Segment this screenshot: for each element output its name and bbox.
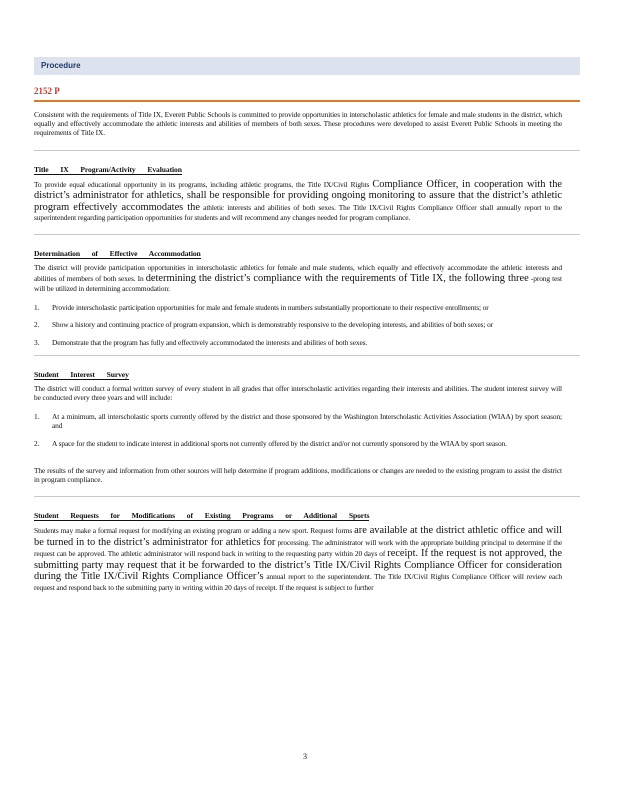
paragraph-text: The district will provide participation opportunities in interscholastic athletics for female and male students, which equally and effectively accommodate the athletic interests and abilities of members of both sexes. In xyxy=(34,263,562,283)
section-heading: Determination of Effective Accommodation xyxy=(34,249,201,259)
paragraph xyxy=(34,179,562,223)
header-rule xyxy=(34,100,580,102)
paragraph-text: athletic interests and abilities of both sexes. The Title IX/Civil Rights Compliance Officer shall annually report to the superintendent regarding participation opportunities for students and will recommend any changes needed for program compliance. xyxy=(34,202,562,223)
section-label-bar: Procedure xyxy=(34,57,580,75)
section-heading: Student Requests for Modifications of Existing Programs or Additional Sports xyxy=(34,511,370,521)
document-body xyxy=(34,110,562,592)
list-number: 2. xyxy=(34,320,40,330)
section-accommodation xyxy=(34,243,562,347)
list-text: Demonstrate that the program has fully and effectively accommodated the interests and abilities of both sexes. xyxy=(52,337,368,347)
paragraph-text: Students may make a formal request for modifying an existing program or adding a new sport. Request forms xyxy=(34,526,353,536)
paragraph-text: Compliance Officer, in cooperation with the district’s administrator for athletics, shall be responsible for providing ongoing monitoring to assure that the district’s athletic program effectively accommodates the xyxy=(34,178,562,213)
list-text: Show a history and continuing practice of program expansion, which is demonstrably responsive to the developing interests, and abilities of both sexes; or xyxy=(52,320,494,330)
section-survey xyxy=(34,364,562,484)
paragraph-text: To provide equal educational opportunity in its programs, including athletic programs, the Title IX/Civil Rights xyxy=(34,179,370,189)
list-number: 2. xyxy=(34,438,40,448)
section-divider xyxy=(34,150,580,151)
paragraph-text: -prong test will be utilized in determining accommodation: xyxy=(34,273,562,294)
list-text: A space for the student to indicate interest in additional sports not currently offered by the district and/or not currently sponsored by the WIAA by sport season. xyxy=(52,438,507,448)
list-item xyxy=(34,412,562,430)
paragraph-text: processing. The administrator will work with the appropriate building principal to determine if the request can be approved. The athletic administrator will respond back in writing to the requesting party within 20 days of xyxy=(34,537,563,559)
paragraph-text: are available at the district athletic office and will be turned in to the district’s administrator for athletics for xyxy=(34,525,562,548)
policy-number: 2152 P xyxy=(34,86,60,96)
list-text: Provide interscholastic participation opportunities for male and female students in numbers substantially proportionate to their respective enrollments; or xyxy=(52,303,489,313)
page-number: 3 xyxy=(303,752,307,761)
list-number: 1. xyxy=(34,303,40,313)
section-evaluation xyxy=(34,159,562,223)
paragraph-text: annual report to the superintendent. The Title IX/Civil Rights Compliance Officer will review each request and respond back to the submitting party in writing within 20 days of receipt. If the request is subject to further xyxy=(34,572,562,592)
list-item xyxy=(34,320,562,329)
list-number: 3. xyxy=(34,337,40,347)
paragraph xyxy=(34,525,562,592)
section-divider xyxy=(34,355,580,356)
list-number: 1. xyxy=(34,412,40,422)
section-heading: Title IX Program/Activity Evaluation xyxy=(34,164,182,174)
list-text: At a minimum, all interscholastic sports currently offered by the district and those sponsored by the Washington Interscholastic Activities Association (WIAA) by sport season; and xyxy=(52,412,562,431)
section-requests xyxy=(34,505,562,592)
list-item xyxy=(34,338,562,347)
section-divider xyxy=(34,496,580,497)
intro-paragraph: Consistent with the requirements of Title IX, Everett Public Schools is committed to provide opportunities in interscholastic athletics for female and male students in the district, which equally and effectively accommodate the athletic interests and abilities of members of both sexes. These procedures were developed to assist Everett Public Schools in meeting the requirements of Title IX. xyxy=(34,110,562,138)
section-heading: Student Interest Survey xyxy=(34,369,129,379)
list-item xyxy=(34,439,562,448)
paragraph-text: receipt. If the request is not approved, the submitting party may request that it be forwarded to the district’s Title IX/Civil Rights Compliance Officer for consideration during the Title IX/Civil Rights Compliance Officer’s xyxy=(34,548,562,583)
paragraph: The results of the survey and information from other sources will help determine if program additions, modifications or changes are needed to the existing program to assist the district in program compliance. xyxy=(34,465,562,485)
paragraph: The district will conduct a formal written survey of every student in all grades that offer interscholastic activities regarding their interests and abilities. The student interest survey will be conducted every three years and will include: xyxy=(34,383,562,403)
paragraph-text: determining the district’s compliance with the requirements of Title IX, the following three xyxy=(145,272,529,284)
section-divider xyxy=(34,234,580,235)
list-item xyxy=(34,303,562,312)
paragraph xyxy=(34,263,562,293)
